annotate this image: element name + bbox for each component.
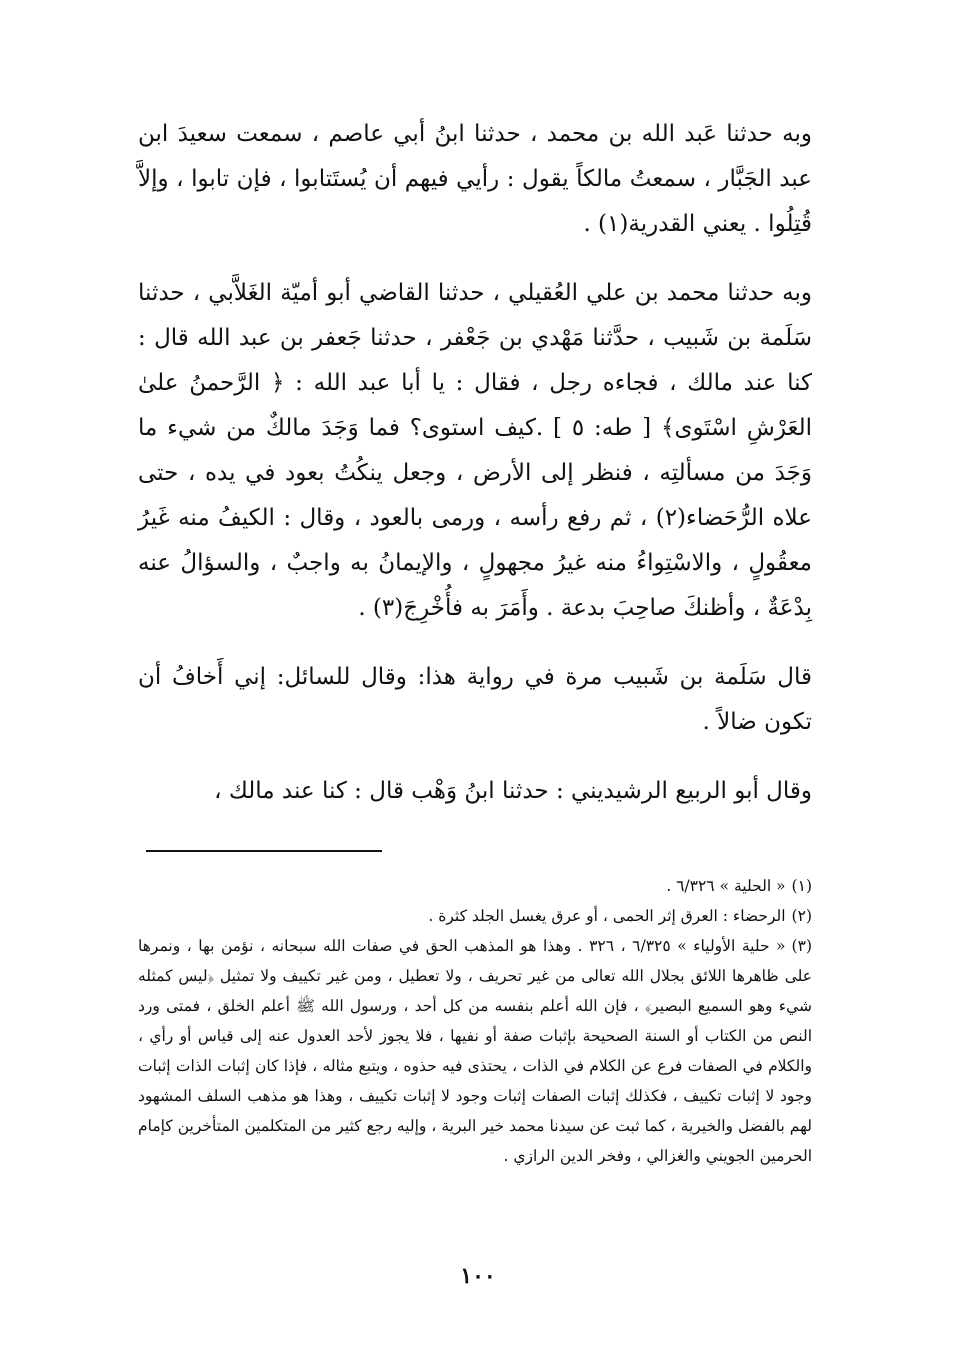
page-number: ١٠٠ xyxy=(460,1263,496,1289)
footnote-text: الرحضاء : العرق إثر الحمى ، أو عرق يغسل الجلد كثرة . xyxy=(428,907,786,925)
footnote-1 xyxy=(138,871,812,901)
main-text-block xyxy=(138,112,812,838)
paragraph-1: وبه حدثنا عَبد الله بن محمد ، حدثنا ابنُ أبي عاصم ، سمعت سعيدَ ابن عبد الجَبَّار ، سمعتُ مالكاً يقول : رأيي فيهم أن يُستَتابوا ، فإن تابوا ، وإلاَّ قُتِلُوا . يعني القدرية(١) . xyxy=(138,121,812,237)
footnote-number: (١) xyxy=(791,877,812,895)
footnote-text: « حلية الأولياء » ٦/٣٢٥ ، ٣٢٦ . وهذا هو المذهب الحق في صفات الله سبحانه ، نؤمن بها ، ونمرها على ظاهرها اللائق بجلال الله تعالى من غير تحريف ، ولا تعطيل ، ومن غير تكييف ولا تمثيل ﴿ليس كمثله شيء وهو السميع البصير﴾ ، فإن الله أعلم بنفسه من كل أحد ، ورسول الله ﷺ أعلم الخلق ، فمتى ورد النص من الكتاب أو السنة الصحيحة بإثبات صفة أو نفيها ، فلا يجوز لأحد العدول عنه إلى قياس أو رأي ، والكلام في الصفات فرع عن الكلام في الذات ، يحتذى فيه حذوه ، ويتبع مثاله ، فإذا كان إثبات الذات إثبات وجود لا إثبات تكييف ، فكذلك إثبات الصفات إثبات وجود لا إثبات تكييف ، وهذا هو مذهب السلف المشهود لهم بالفضل والخيرية ، كما ثبت عن سيدنا محمد خير البرية ، وإليه رجع كثير من المتكلمين المتأخرين كإمام الحرمين الجويني والغزالي ، وفخر الدين الرازي . xyxy=(138,937,812,1165)
footnote-divider xyxy=(146,850,382,852)
footnote-text: « الحلية » ٦/٣٢٦ . xyxy=(666,877,786,895)
paragraph-2: وبه حدثنا محمد بن علي العُقيلي ، حدثنا القاضي أبو أميّة الغَلاَّبي ، حدثنا سَلَمة بن شَبيب ، حدَّثنا مَهْدي بن جَعْفر ، حدثنا جَعفر بن عبد الله قال : كنا عند مالك ، فجاءه رجل ، فقال : يا أبا عبد الله : ﴿ الرَّحمنُ علىٰ العَرْشِ اسْتَوى﴾ [ طه: ٥ ] .كيف استوى؟ فما وَجَدَ مالكٌ من شيء ما وَجَدَ من مسألتِه ، فنظر إلى الأرض ، وجعل ينكُتُ بعود في يده ، حتى علاه الرُّحَضاء(٢) ، ثم رفع رأسه ، ورمى بالعود ، وقال : الكيفُ منه غَيرُ معقُولٍ ، والاسْتِواءُ منه غيرُ مجهولٍ ، والإيمانُ به واجبٌ ، والسؤالُ عنه بِدْعَةٌ ، وأظنكَ صاحِبَ بدعة . وأَمَرَ به فأُخْرِجَ(٣) . xyxy=(138,280,812,621)
footnote-2 xyxy=(138,901,812,931)
paragraph-3: قال سَلَمة بن شَبيب مرة في رواية هذا: وقال للسائل: إني أَخافُ أن تكون ضالاً . xyxy=(138,664,812,735)
footnotes-block xyxy=(138,871,812,1171)
footnote-number: (٢) xyxy=(791,907,812,925)
paragraph-4: وقال أبو الربيع الرشيديني : حدثنا ابنُ وَهْب قال : كنا عند مالك ، xyxy=(214,778,812,804)
footnote-number: (٣) xyxy=(791,937,812,955)
footnote-3 xyxy=(138,931,812,1171)
